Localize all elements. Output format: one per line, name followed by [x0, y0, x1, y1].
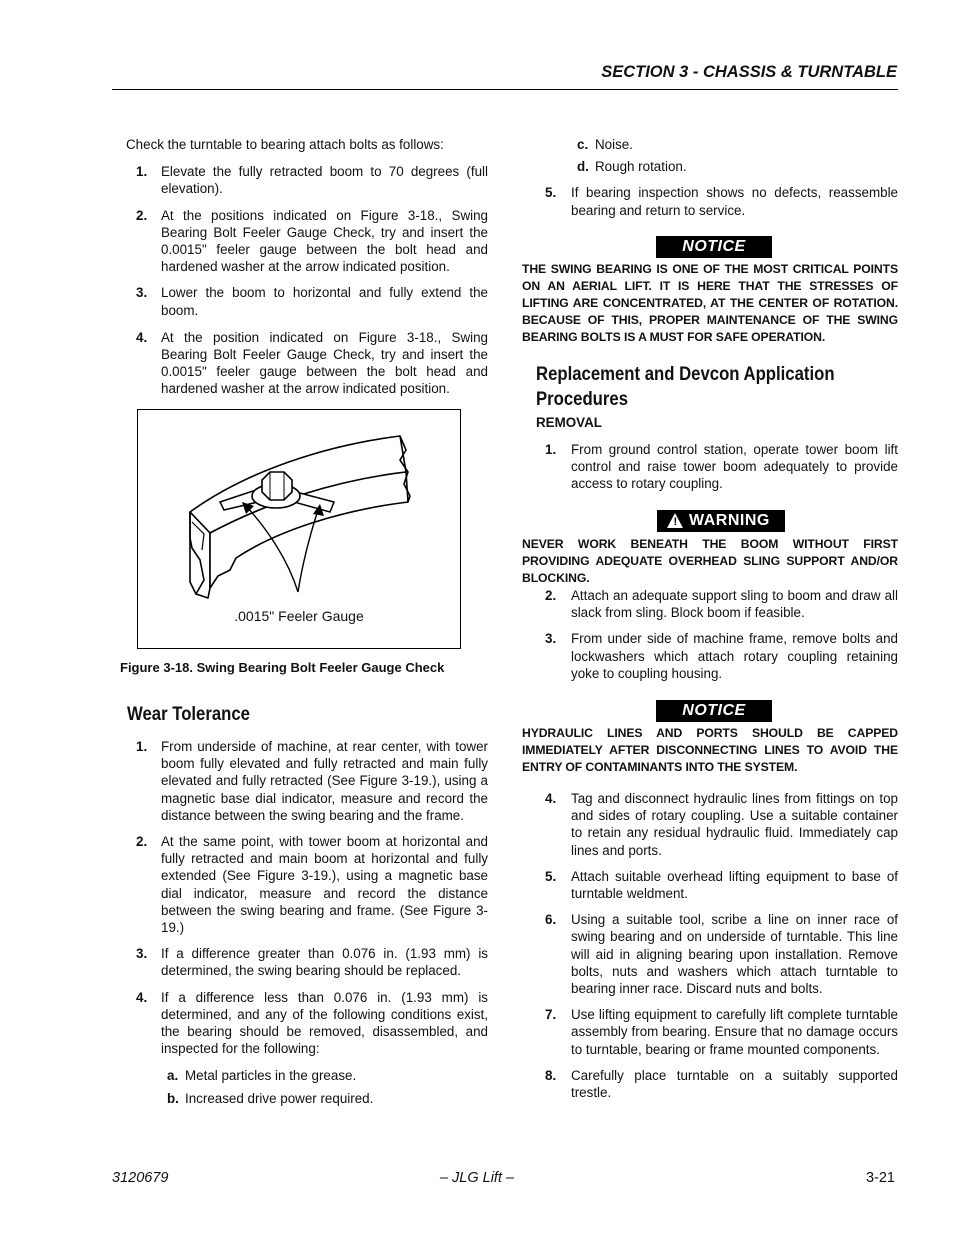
figure-caption: Figure 3-18. Swing Bearing Bolt Feeler Gauge Check: [120, 660, 445, 675]
warning-label: WARNING: [689, 512, 770, 529]
warning-label-box: [657, 510, 785, 532]
sub-list-item: a. Metal particles in the grease.: [167, 1068, 357, 1084]
list-item: 1. From ground control station, operate tower boom lift control and raise tower boom adequately to provide access to rotary coupling.: [545, 442, 898, 492]
list-item: 4. At the position indicated on Figure 3-18., Swing Bearing Bolt Feeler Gauge Check, try and insert the 0.0015" feeler gauge between the bolt head and hardened washer at the arrow indicated position.: [136, 329, 488, 397]
list-item: 1. Elevate the fully retracted boom to 70 degrees (full elevation).: [136, 164, 488, 197]
footer-page-number: 3-21: [865, 1170, 895, 1186]
left-column: [112, 136, 488, 398]
replacement-heading: Replacement and Devcon Application Procedures: [536, 364, 835, 410]
footer-publisher: – JLG Lift –: [439, 1170, 515, 1186]
notice-text: THE SWING BEARING IS ONE OF THE MOST CRITICAL POINTS ON AN AERIAL LIFT. IT IS HERE THAT THE STRESSES OF LIFTING ARE CONCENTRATED, AT THE CENTER OF ROTATION. BECAUSE OF THIS, PROPER MAINTENANCE OF THE SWING BEARING BOLTS IS A MUST FOR SAFE OPERATION.: [522, 262, 898, 344]
sub-list-item: d. Rough rotation.: [577, 159, 687, 175]
wear-steps: [112, 738, 488, 1107]
list-item: 4. If a difference less than 0.076 in. (1.93 mm) is determined, and any of the following conditions exist, the bearing should be removed, disassembled, and inspected for the following:: [136, 989, 488, 1057]
right-column: [520, 136, 898, 219]
notice-text-2: HYDRAULIC LINES AND PORTS SHOULD BE CAPPED IMMEDIATELY AFTER DISCONNECTING LINES TO AVOID THE ENTRY OF CONTAMINANTS INTO THE SYSTEM.: [522, 726, 898, 774]
list-item: 4. Tag and disconnect hydraulic lines from fittings on top and sides of rotary coupling. Use a suitable container to retain any residual hydraulic fluid. Immediately cap lines and ports.: [545, 791, 898, 858]
list-item: 2. At the positions indicated on Figure 3-18., Swing Bearing Bolt Feeler Gauge Check, try and insert the 0.0015" feeler gauge between the bolt head and hardened washer at the arrow indicated position.: [136, 207, 488, 275]
intro-text: Check the turntable to bearing attach bolts as follows:: [126, 137, 444, 152]
list-item: 6. Using a suitable tool, scribe a line on inner race of swing bearing and on underside of turntable. This line will aid in aligning bearing upon installation. Remove bolts, nuts and washers which attach turntable to bearing inner race. Discard nuts and bolts.: [545, 912, 898, 997]
list-item: 1. From underside of machine, at rear center, with tower boom fully elevated and fully retracted and main fully elevated and fully retracted (See Figure 3-19.), using a magnetic base dial indicator, measure and record the distance between the swing bearing and the frame.: [136, 739, 488, 823]
header-rule: [112, 89, 898, 90]
list-item: 3. Lower the boom to horizontal and fully extend the boom.: [136, 285, 488, 318]
notice-label-2: NOTICE: [656, 700, 772, 722]
removal-heading: REMOVAL: [536, 415, 602, 430]
section-title: SECTION 3 - CHASSIS & TURNTABLE: [601, 63, 897, 81]
removal-steps-b: [520, 790, 898, 1101]
list-item: 8. Carefully place turntable on a suitably supported trestle.: [545, 1067, 898, 1101]
list-item: 2. Attach an adequate support sling to boom and draw all slack from sling. Block boom if feasible.: [545, 588, 898, 621]
list-item: 3. If a difference greater than 0.076 in. (1.93 mm) is determined, the swing bearing should be replaced.: [136, 946, 488, 979]
list-item: 5. If bearing inspection shows no defects, reassemble bearing and return to service.: [545, 185, 898, 218]
exclamation-icon: !: [673, 516, 678, 528]
removal-step-1: [520, 441, 898, 493]
warning-text: NEVER WORK BENEATH THE BOOM WITHOUT FIRST PROVIDING ADEQUATE OVERHEAD SLING SUPPORT AND/OR BLOCKING.: [522, 537, 898, 585]
figure-frame: [137, 409, 461, 649]
list-item: 3. From under side of machine frame, remove bolts and lockwashers which attach rotary coupling retaining yoke to coupling housing.: [545, 631, 898, 681]
feeler-gauge-label: .0015" Feeler Gauge: [234, 608, 364, 624]
footer-doc-number: 3120679: [112, 1170, 169, 1186]
list-item: 2. At the same point, with tower boom at horizontal and fully retracted and main boom at horizontal and fully extended (See Figure 3-19.), using a magnetic base dial indicator, measure and record the distance between the swing bearing and frame. (See Figure 3-19.): [136, 834, 488, 936]
sub-list-item: c. Noise.: [577, 137, 633, 152]
wear-tolerance-heading: Wear Tolerance: [127, 704, 250, 725]
removal-steps-a: [520, 587, 898, 682]
list-item: 7. Use lifting equipment to carefully lift complete turntable assembly from bearing. Ensure that no damage occurs to turntable, bearing or frame mounted components.: [545, 1007, 898, 1057]
list-item: 5. Attach suitable overhead lifting equipment to base of turntable weldment.: [545, 868, 898, 902]
check-steps: [112, 163, 488, 397]
notice-label: NOTICE: [656, 236, 772, 258]
sub-list-item: b. Increased drive power required.: [167, 1090, 374, 1106]
